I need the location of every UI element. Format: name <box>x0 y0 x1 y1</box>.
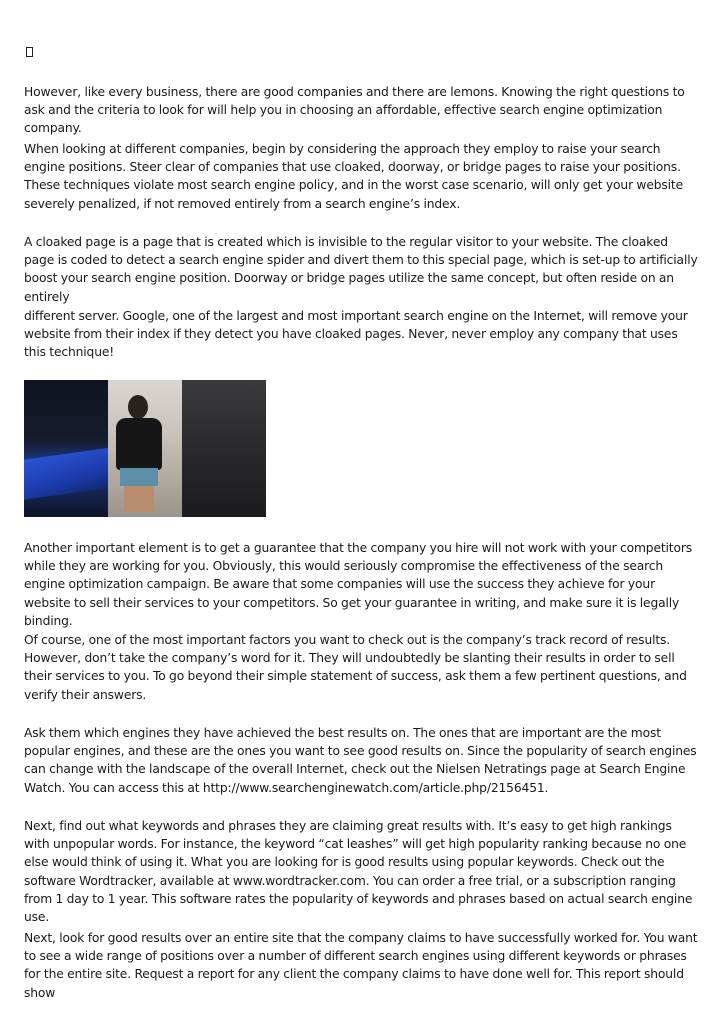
photo-person-body <box>116 418 162 470</box>
photo-person-legs <box>124 486 154 512</box>
paragraph-3: A cloaked page is a page that is created which is invisible to the regular visitor to your website. The cloaked page is coded to detect a search engine spider and divert them to this special page, which is set-up to artificially boost your search engine position. Doorway or bridge pages utilize the same concept, but often reside on an entirely <box>24 235 698 304</box>
paragraph-1: However, like every business, there are good companies and there are lemons. Knowing the right questions to ask and the criteria to look for will help you in choosing an affordable, effective search engine optimization company. <box>24 85 685 136</box>
paragraph-2: When looking at different companies, begin by considering the approach they employ to raise your search engine positions. Steer clear of companies that use cloaked, doorway, or bridge pages to raise your positions. These techniques violate most search engine policy, and in the worst case scenario, will only get your website severely penalized, if not removed entirely from a search engine’s index. <box>24 142 684 211</box>
paragraph-5: Another important element is to get a guarantee that the company you hire will not work with your competitors while they are working for you. Obviously, this would seriously compromise the effectiveness of the search engine optimization campaign. Be aware that some companies will use the success they achieve for your website to sell their services to your competitors. So get your guarantee in writing, and make sure it is legally binding. <box>24 541 693 628</box>
photo-right-panel <box>182 380 266 517</box>
photo-person-head <box>128 395 148 419</box>
store-photo <box>24 380 266 517</box>
paragraph-7: Ask them which engines they have achieved the best results on. The ones that are important are the most popular engines, and these are the ones you want to see good results on. Since the popularity of search engines can change with the landscape of the overall Internet, check out the Nielsen Netratings page at Search Engine Watch. You can access this at http://www.searchenginewatch.com/article.php/2156451. <box>24 726 697 795</box>
paragraph-6: Of course, one of the most important factors you want to check out is the company’s track record of results. However, don’t take the company’s word for it. They will undoubtedly be slanting their results in order to sell their services to you. To go beyond their simple statement of success, ask them a few pertinent questions, and verify their answers. <box>24 633 687 702</box>
photo-person-shorts <box>120 468 158 486</box>
paragraph-9: Next, look for good results over an entire site that the company claims to have successfully worked for. You want to see a wide range of positions over a number of different search engines using different keywords or phrases for the entire site. Request a report for any client the company claims to have done well for. This report should show <box>24 931 698 1000</box>
missing-glyph-icon <box>26 47 33 57</box>
paragraph-8: Next, find out what keywords and phrases they are claiming great results with. It’s easy to get high rankings with unpopular words. For instance, the keyword “cat leashes” will get high popularity ranking because no one else would think of using it. What you are looking for is good results using popular keywords. Check out the software Wordtracker, available at www.wordtracker.com. You can order a free trial, or a subscription ranging from 1 day to 1 year. This software rates the popularity of keywords and phrases based on actual search engine use. <box>24 819 693 925</box>
paragraph-4: different server. Google, one of the largest and most important search engine on the Internet, will remove your website from their index if they detect you have cloaked pages. Never, never employ any company that uses this technique! <box>24 309 688 360</box>
